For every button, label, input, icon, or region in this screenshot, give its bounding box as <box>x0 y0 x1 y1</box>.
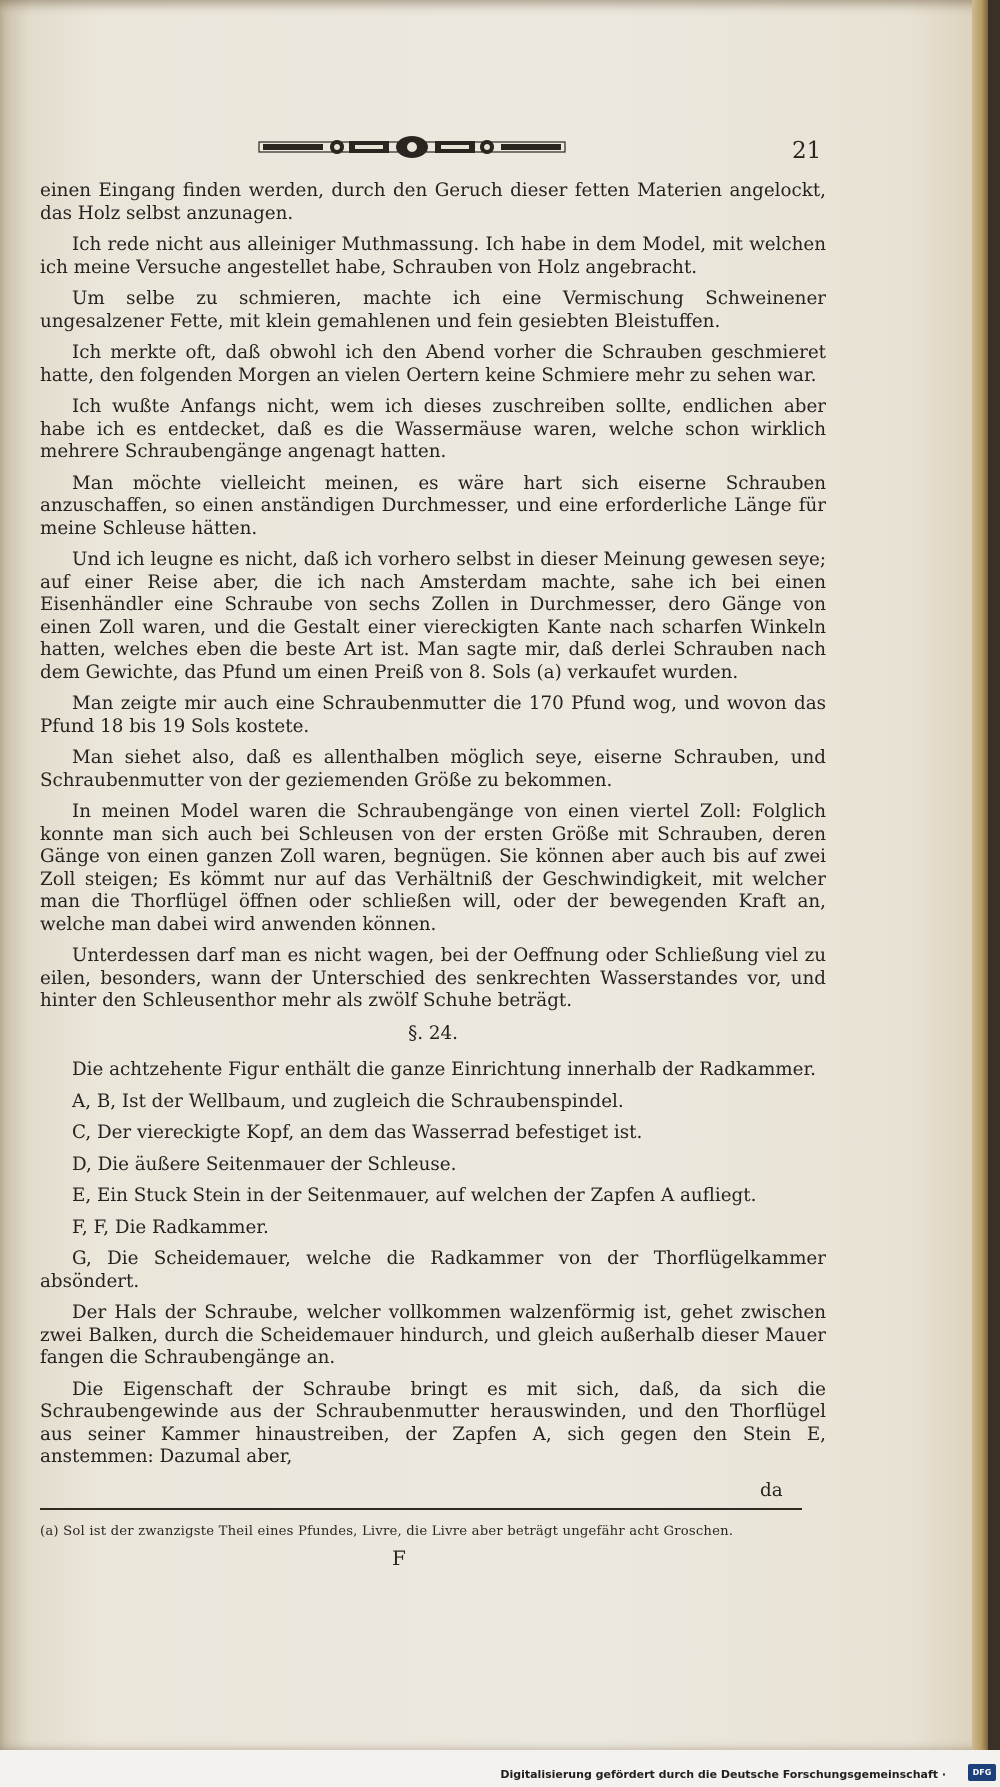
paragraph: einen Eingang finden werden, durch den Geruch dieser fetten Materien angelockt, das Holz selbst anzunagen. <box>40 180 826 224</box>
figure-legend <box>40 1059 826 1293</box>
paragraph: Und ich leugne es nicht, daß ich vorhero selbst in dieser Meinung gewesen seye; auf einer Reise aber, die ich nach Amsterdam machte, sahe ich bei einen Eisenhändler eine Schraube von sechs Zollen in Durchmesser, dero Gänge von einen Zoll waren, und die Gestalt einer viereckigten Kante nach scharfen Winkeln hatten, welches eben die beste Art ist. Man sagte mir, daß derlei Schrauben nach dem Gewichte, das Pfund um einen Preiß von 8. Sols (a) verkaufet wurden. <box>40 549 826 683</box>
page-header <box>0 128 988 168</box>
paragraph: Unterdessen darf man es nicht wagen, bei der Oeffnung oder Schließung viel zu eilen, besonders, wann der Unterschied des senkrechten Wasserstandes vor, und hinter den Schleusenthor mehr als zwölf Schuhe beträgt. <box>40 945 826 1011</box>
legend-item: E, Ein Stuck Stein in der Seitenmauer, auf welchen der Zapfen A aufliegt. <box>72 1185 757 1206</box>
section-heading: §. 24. <box>408 1022 458 1044</box>
legend-item: F, F, Die Radkammer. <box>72 1216 269 1238</box>
dfg-logo: DFG <box>968 1764 996 1781</box>
catchword: da <box>760 1480 783 1501</box>
legend-intro: Die achtzehente Figur enthält die ganze Einrichtung innerhalb der Radkammer. <box>72 1059 816 1080</box>
paragraph: Die Eigenschaft der Schraube bringt es mit sich, daß, da sich die Schraubengewinde aus der Schraubenmutter herauswinden, und den Thorflügel aus seiner Kammer hinaustreiben, der Zapfen A, sich gegen den Stein E, anstemmen: Dazumal aber, <box>40 1378 826 1467</box>
paragraph: In meinen Model waren die Schraubengänge von einen viertel Zoll: Folglich konnte man sich auch bei Schleusen von der ersten Größe mit Schrauben, deren Gänge von einen ganzen Zoll waren, begnügen. Sie können aber auch bis auf zwei Zoll steigen; Es kömmt nur auf das Verhältniß der Geschwindigkeit, mit welcher man die Thorflügel öffnen oder schließen will, oder der bewegenden Kraft an, welche man dabei wird anwenden können. <box>40 801 826 935</box>
header-ornament <box>257 134 567 160</box>
paragraph: Man siehet also, daß es allenthalben möglich seye, eiserne Schrauben, und Schraubenmutter von der gezi̇emenden Größe zu bekommen. <box>40 747 826 791</box>
footnote: (a) Sol ist der zwanzigste Theil eines Pfundes, Livre, die Livre aber beträgt ungefähr acht Groschen. <box>40 1524 734 1539</box>
paragraph: Man möchte vielleicht meinen, es wäre hart sich eiserne Schrauben anzuschaffen, so einen anständigen Durchmesser, und eine erforderliche Länge für meine Schleuse hätten. <box>40 472 826 539</box>
legend-item: G, Die Scheidemauer, welche die Radkammer von der Thorflügelkammer absöndert. <box>40 1248 826 1292</box>
paragraph: Man zeigte mir auch eine Schraubenmutter die 170 Pfund wog, und wovon das Pfund 18 bis 19 Sols kostete. <box>40 693 826 737</box>
legend-item: D, Die äußere Seitenmauer der Schleuse. <box>72 1153 457 1175</box>
paragraph: Ich wußte Anfangs nicht, wem ich dieses zuschreiben sollte, endlichen aber habe ich es entdecket, daß es die Wassermäuse waren, welche schon wirklich mehrere Schraubengänge angenagt hatten. <box>40 396 826 462</box>
legend-item: C, Der viereckigte Kopf, an dem das Wasserrad befestiget ist. <box>72 1122 643 1143</box>
paragraph: Der Hals der Schraube, welcher vollkommen walzenförmig ist, gehet zwischen zwei Balken, durch die Scheidemauer hindurch, und gleich außerhalb dieser Mauer fangen die Schraubengänge an. <box>40 1302 826 1368</box>
paragraph: Ich rede nicht aus alleiniger Muthmassung. Ich habe in dem Model, mit welchen ich meine Versuche angestellet habe, Schrauben von Holz angebracht. <box>40 234 826 278</box>
paragraph: Ich merkte oft, daß obwohl ich den Abend vorher die Schrauben geschmieret hatte, den folgenden Morgen an vielen Oertern keine Schmiere mehr zu sehen war. <box>40 342 826 386</box>
body-text <box>40 180 826 1478</box>
digitization-credit: Digitalisierung gefördert durch die Deutsche Forschungsgemeinschaft · <box>500 1768 946 1781</box>
paragraph: Um selbe zu schmieren, machte ich eine Vermischung Schweinener ungesalzener Fette, mit klein gemahlenen und fein gesiebten Bleistuffen. <box>40 288 826 332</box>
page-edge <box>972 0 988 1750</box>
footnote-rule <box>40 1508 802 1510</box>
page-number: 21 <box>792 138 822 164</box>
signature-mark: F <box>392 1546 406 1570</box>
legend-item: A, B, Ist der Wellbaum, und zugleich die Schraubenspindel. <box>72 1090 624 1112</box>
